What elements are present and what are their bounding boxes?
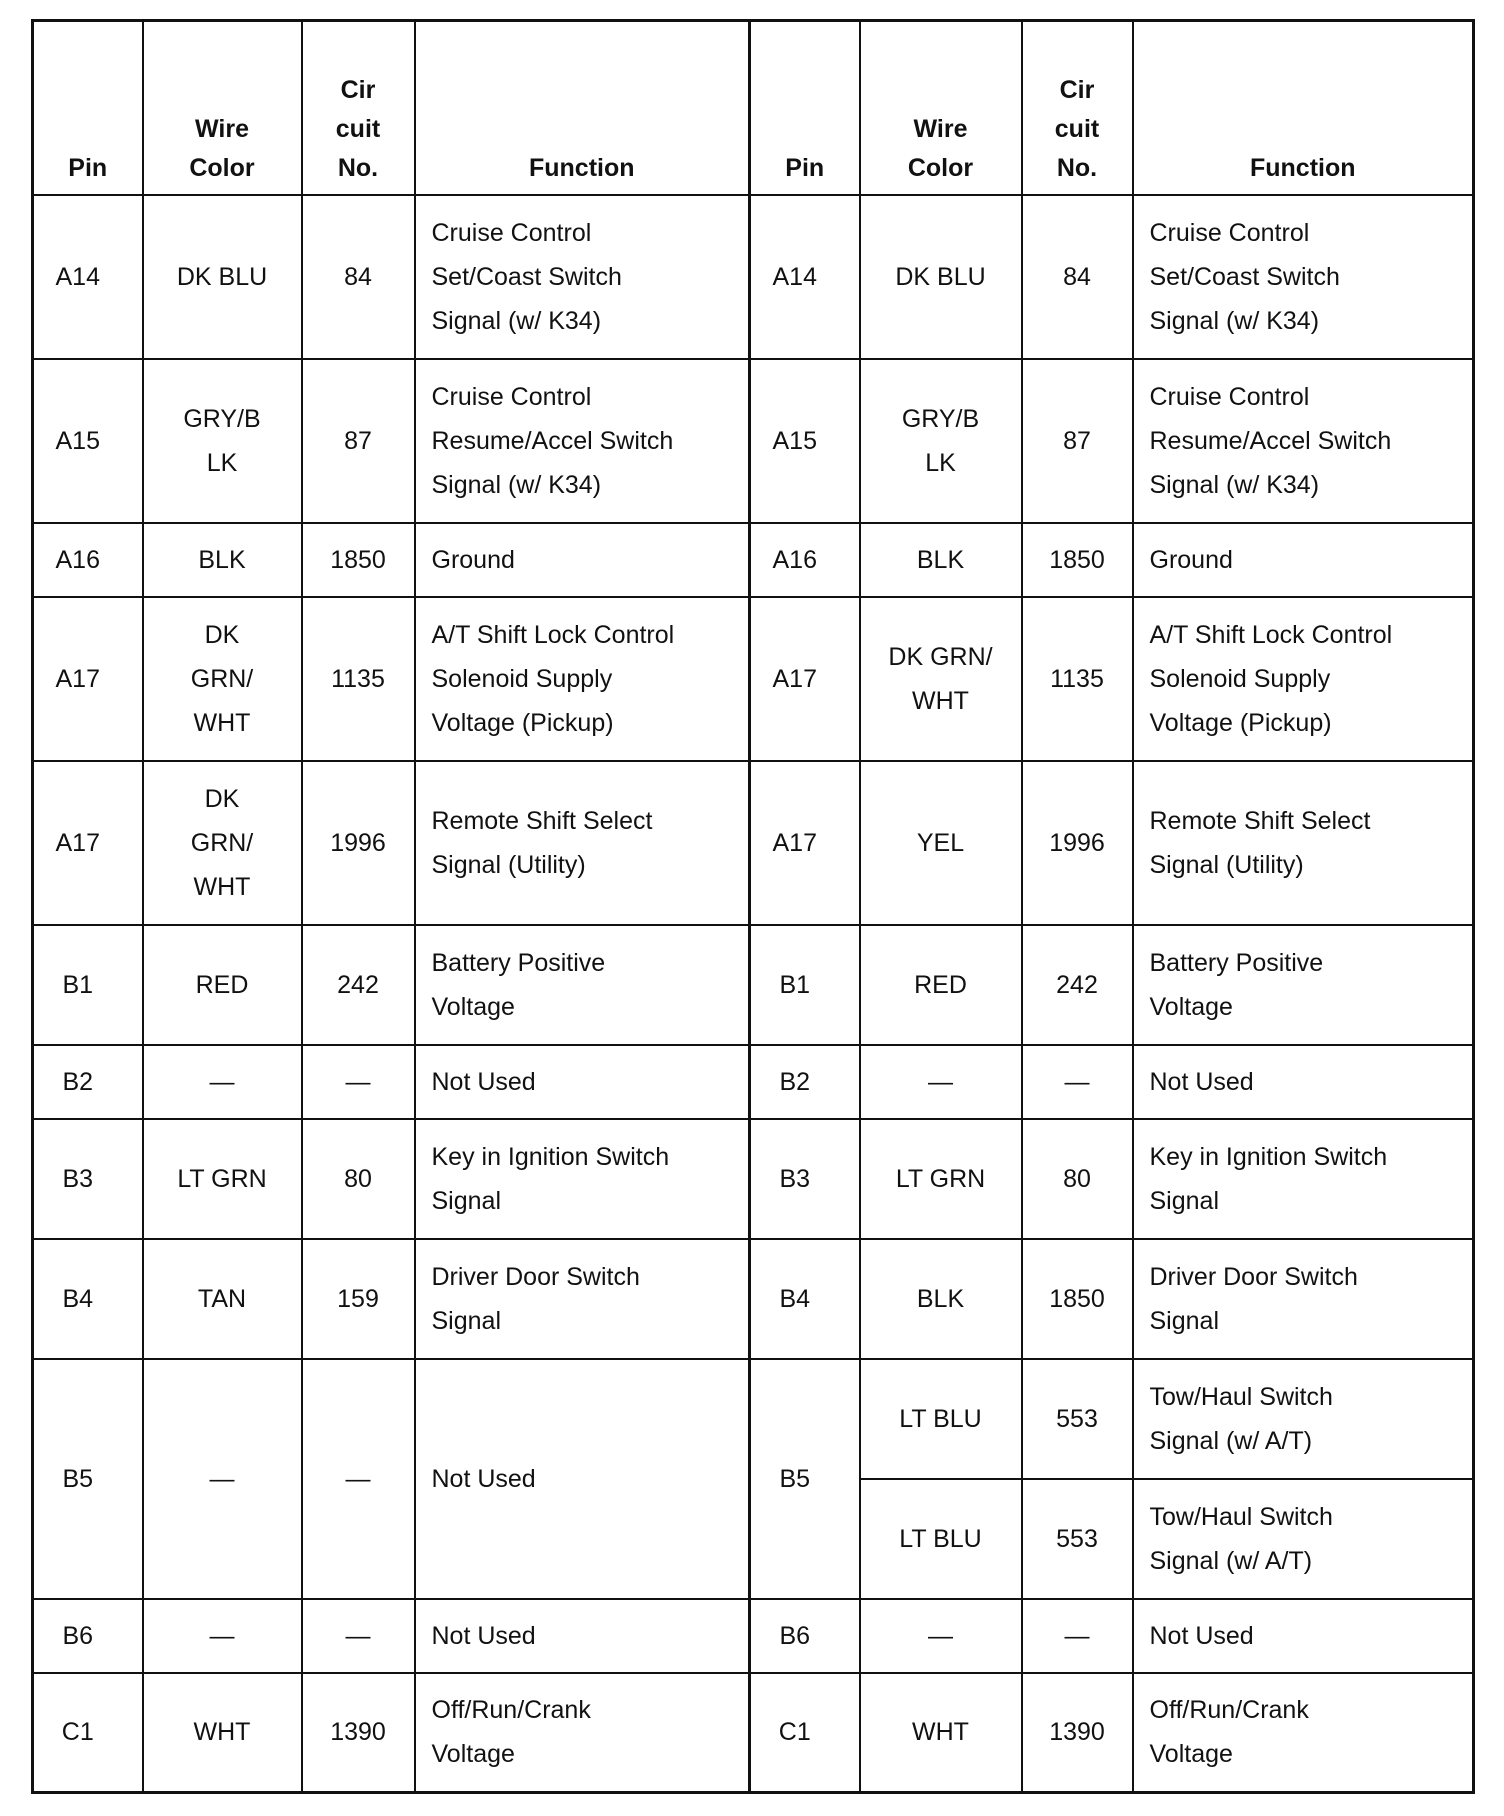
- circuit-no-cell-text: 84: [344, 262, 372, 291]
- circuit-no-cell: [302, 1045, 415, 1119]
- function-cell-text: Key in Ignition Switch Signal: [431, 1142, 670, 1215]
- header-pin: Pin: [33, 21, 143, 195]
- function-cell-text: Key in Ignition Switch Signal: [1149, 1142, 1388, 1215]
- function-cell: [1133, 195, 1474, 359]
- pin-cell-text: B6: [779, 1621, 811, 1650]
- function-cell-text: Remote Shift Select Signal (Utility): [1149, 806, 1371, 879]
- circuit-no-cell-text: 1996: [1049, 828, 1105, 857]
- function-cell: [1133, 1599, 1474, 1673]
- function-cell-text: Tow/Haul Switch Signal (w/ A/T): [1149, 1502, 1333, 1575]
- table-row: [33, 1119, 1474, 1239]
- function-cell: [415, 523, 750, 597]
- pin-cell-text: A17: [772, 828, 817, 857]
- table-row: [33, 1359, 1474, 1479]
- pin-cell-text: B5: [62, 1464, 94, 1493]
- wire-color-cell-text: BLK: [916, 545, 965, 574]
- pin-cell: [750, 1673, 860, 1793]
- function-cell: [1133, 597, 1474, 761]
- wire-color-cell-text: DK GRN/ WHT: [190, 784, 254, 901]
- wire-color-cell-text: —: [209, 1067, 235, 1096]
- function-cell-text: A/T Shift Lock Control Solenoid Supply Voltage (Pickup): [431, 620, 675, 737]
- circuit-no-cell-text: 1135: [331, 664, 385, 693]
- wire-color-cell-text: WHT: [193, 1718, 251, 1747]
- wire-color-cell-text: YEL: [916, 828, 965, 857]
- wire-color-cell: [860, 597, 1022, 761]
- circuit-no-cell: [1022, 195, 1133, 359]
- function-cell-text: Not Used: [431, 1621, 536, 1650]
- circuit-no-cell: [1022, 1359, 1133, 1479]
- wire-color-cell-text: DK BLU: [895, 262, 986, 291]
- circuit-no-cell: [1022, 1673, 1133, 1793]
- pin-cell: [33, 925, 143, 1045]
- wire-color-cell-text: —: [928, 1067, 953, 1096]
- wire-color-cell-text: RED: [914, 970, 967, 999]
- circuit-no-cell-text: —: [345, 1621, 371, 1650]
- pin-cell-text: A17: [55, 664, 100, 693]
- function-cell-text: Tow/Haul Switch Signal (w/ A/T): [1149, 1382, 1333, 1455]
- pin-cell-text: A15: [55, 426, 100, 455]
- function-cell: [1133, 1239, 1474, 1359]
- circuit-no-cell-text: 1850: [330, 545, 386, 574]
- table-row: [33, 925, 1474, 1045]
- table-row: [33, 1239, 1474, 1359]
- function-cell: [1133, 1479, 1474, 1599]
- header-circuit-no: Cir cuit No.: [302, 21, 415, 195]
- circuit-no-cell-text: 87: [1063, 426, 1091, 455]
- wire-color-cell-text: LT GRN: [177, 1164, 267, 1193]
- circuit-no-cell: [302, 1119, 415, 1239]
- header-function: Function: [415, 21, 750, 195]
- function-cell: [1133, 925, 1474, 1045]
- function-cell-text: A/T Shift Lock Control Solenoid Supply Voltage (Pickup): [1149, 620, 1393, 737]
- circuit-no-cell: [1022, 1599, 1133, 1673]
- circuit-no-cell-text: —: [345, 1067, 371, 1096]
- wire-color-cell-text: —: [209, 1464, 235, 1493]
- pin-cell-text: A16: [55, 545, 100, 574]
- circuit-no-cell: [302, 359, 415, 523]
- wire-color-cell-text: —: [928, 1621, 953, 1650]
- wire-color-cell: [860, 1239, 1022, 1359]
- wire-color-cell-text: DK BLU: [176, 262, 268, 291]
- circuit-no-cell-text: 1850: [1049, 1284, 1105, 1313]
- header-wire-color: Wire Color: [860, 21, 1022, 195]
- circuit-no-cell: [1022, 359, 1133, 523]
- wire-color-cell: [860, 1599, 1022, 1673]
- function-cell-text: Cruise Control Set/Coast Switch Signal (w/ K34): [1149, 218, 1340, 335]
- table-row: [33, 359, 1474, 523]
- circuit-no-cell: [302, 597, 415, 761]
- pin-cell: [33, 1045, 143, 1119]
- circuit-no-cell-text: 80: [344, 1164, 372, 1193]
- pin-cell-text: A14: [55, 262, 100, 291]
- circuit-no-cell: [302, 195, 415, 359]
- function-cell-text: Cruise Control Resume/Accel Switch Signal (w/ K34): [431, 382, 674, 499]
- wire-color-cell-text: DK GRN/ WHT: [888, 642, 993, 715]
- pin-cell-text: B3: [779, 1164, 811, 1193]
- pin-cell-text: A16: [772, 545, 817, 574]
- function-cell-text: Remote Shift Select Signal (Utility): [431, 806, 653, 879]
- function-cell: [415, 1239, 750, 1359]
- wire-color-cell-text: DK GRN/ WHT: [190, 620, 254, 737]
- circuit-no-cell-text: 1135: [1050, 664, 1104, 693]
- wire-color-cell: [860, 359, 1022, 523]
- circuit-no-cell-text: 1996: [330, 828, 386, 857]
- wire-color-cell-text: LT GRN: [895, 1164, 986, 1193]
- wire-color-cell-text: LT BLU: [899, 1524, 982, 1553]
- pin-cell: [33, 1119, 143, 1239]
- function-cell-text: Cruise Control Set/Coast Switch Signal (w/ K34): [431, 218, 622, 335]
- table-row: [33, 195, 1474, 359]
- pin-cell-text: C1: [61, 1718, 94, 1747]
- function-cell: [1133, 359, 1474, 523]
- function-cell: [415, 195, 750, 359]
- circuit-no-cell: [1022, 1045, 1133, 1119]
- wire-color-cell-text: RED: [195, 970, 249, 999]
- circuit-no-cell: [1022, 925, 1133, 1045]
- circuit-no-cell: [302, 1239, 415, 1359]
- wire-color-cell-text: BLK: [916, 1284, 965, 1313]
- wire-color-cell: [143, 1119, 302, 1239]
- pin-cell-text: C1: [778, 1718, 811, 1747]
- wire-color-cell: [143, 523, 302, 597]
- pin-cell: [750, 1239, 860, 1359]
- circuit-no-cell: [302, 1673, 415, 1793]
- function-cell: [415, 925, 750, 1045]
- wire-color-cell: [860, 1673, 1022, 1793]
- circuit-no-cell: [1022, 1239, 1133, 1359]
- circuit-no-cell: [1022, 597, 1133, 761]
- table-row: [33, 1673, 1474, 1793]
- pin-cell: [750, 1119, 860, 1239]
- circuit-no-cell-text: 1390: [1049, 1718, 1105, 1747]
- pin-cell: [33, 1239, 143, 1359]
- table-row: [33, 523, 1474, 597]
- function-cell-text: Driver Door Switch Signal: [1149, 1262, 1358, 1335]
- circuit-no-cell: [302, 761, 415, 925]
- function-cell-text: Off/Run/Crank Voltage: [431, 1696, 591, 1769]
- function-cell-text: Not Used: [1149, 1067, 1254, 1096]
- circuit-no-cell: [302, 925, 415, 1045]
- connector-pinout-table: [31, 19, 1475, 1794]
- pin-cell: [33, 761, 143, 925]
- wire-color-cell: [143, 1239, 302, 1359]
- circuit-no-cell-text: —: [345, 1464, 371, 1493]
- function-cell: [415, 1359, 750, 1599]
- pin-cell: [750, 925, 860, 1045]
- pin-cell: [750, 195, 860, 359]
- function-cell: [415, 1599, 750, 1673]
- circuit-no-cell-text: —: [1064, 1621, 1090, 1650]
- wire-color-cell: [143, 195, 302, 359]
- circuit-no-cell: [1022, 1479, 1133, 1599]
- function-cell-text: Driver Door Switch Signal: [431, 1262, 640, 1335]
- circuit-no-cell-text: 87: [344, 426, 372, 455]
- pin-cell: [750, 523, 860, 597]
- function-cell: [415, 1673, 750, 1793]
- pin-cell: [33, 1599, 143, 1673]
- pin-cell: [750, 1599, 860, 1673]
- pin-cell-text: A15: [772, 426, 817, 455]
- circuit-no-cell: [302, 1359, 415, 1599]
- wire-color-cell: [860, 1045, 1022, 1119]
- pin-cell: [33, 1359, 143, 1599]
- pin-cell-text: A14: [772, 262, 817, 291]
- function-cell: [415, 761, 750, 925]
- pin-cell: [750, 1359, 860, 1599]
- pin-cell: [33, 195, 143, 359]
- wire-color-cell: [143, 925, 302, 1045]
- wire-color-cell: [860, 1359, 1022, 1479]
- function-cell: [1133, 1359, 1474, 1479]
- circuit-no-cell-text: 242: [337, 970, 379, 999]
- header-circuit-no: Cir cuit No.: [1022, 21, 1133, 195]
- circuit-no-cell: [302, 523, 415, 597]
- pin-cell-text: B5: [779, 1464, 811, 1493]
- wire-color-cell: [143, 597, 302, 761]
- wire-color-cell: [143, 1045, 302, 1119]
- wire-color-cell: [860, 1479, 1022, 1599]
- circuit-no-cell-text: 1850: [1049, 545, 1105, 574]
- pin-cell-text: B1: [62, 970, 94, 999]
- wire-color-cell-text: WHT: [912, 1718, 969, 1747]
- wire-color-cell-text: BLK: [198, 545, 246, 574]
- pin-cell-text: B6: [62, 1621, 94, 1650]
- header-pin: Pin: [750, 21, 860, 195]
- pin-cell-text: B2: [62, 1067, 94, 1096]
- wire-color-cell: [860, 1119, 1022, 1239]
- function-cell: [415, 1045, 750, 1119]
- function-cell: [1133, 523, 1474, 597]
- wire-color-cell-text: TAN: [197, 1284, 247, 1313]
- circuit-no-cell-text: 1390: [330, 1718, 386, 1747]
- table-row: [33, 761, 1474, 925]
- circuit-no-cell-text: 84: [1063, 262, 1091, 291]
- circuit-no-cell-text: 159: [337, 1284, 379, 1313]
- pin-cell: [750, 359, 860, 523]
- wire-color-cell: [143, 1359, 302, 1599]
- circuit-no-cell: [302, 1599, 415, 1673]
- wire-color-cell: [860, 761, 1022, 925]
- wire-color-cell-text: GRY/B LK: [183, 404, 261, 477]
- circuit-no-cell-text: 553: [1056, 1404, 1098, 1433]
- table-row: [33, 1599, 1474, 1673]
- function-cell-text: Battery Positive Voltage: [1149, 948, 1324, 1021]
- function-cell-text: Ground: [1149, 545, 1233, 574]
- circuit-no-cell-text: —: [1064, 1067, 1090, 1096]
- pin-cell: [33, 523, 143, 597]
- pin-cell: [750, 761, 860, 925]
- wire-color-cell: [860, 195, 1022, 359]
- circuit-no-cell-text: 553: [1056, 1524, 1098, 1553]
- pin-cell-text: B4: [779, 1284, 811, 1313]
- function-cell: [1133, 1673, 1474, 1793]
- pin-cell-text: B2: [779, 1067, 811, 1096]
- function-cell: [415, 597, 750, 761]
- pin-cell: [750, 1045, 860, 1119]
- function-cell-text: Not Used: [431, 1464, 536, 1493]
- header-row: [33, 21, 1474, 195]
- table-row: [33, 1045, 1474, 1119]
- function-cell-text: Not Used: [1149, 1621, 1254, 1650]
- pin-cell: [33, 1673, 143, 1793]
- wire-color-cell: [860, 925, 1022, 1045]
- pin-cell-text: B3: [62, 1164, 94, 1193]
- wire-color-cell: [143, 359, 302, 523]
- pin-cell: [750, 597, 860, 761]
- pin-cell: [33, 359, 143, 523]
- function-cell-text: Battery Positive Voltage: [431, 948, 606, 1021]
- circuit-no-cell-text: 242: [1056, 970, 1098, 999]
- function-cell-text: Not Used: [431, 1067, 536, 1096]
- header-function: Function: [1133, 21, 1474, 195]
- wire-color-cell: [860, 523, 1022, 597]
- pin-cell-text: A17: [55, 828, 100, 857]
- function-cell: [415, 359, 750, 523]
- pin-cell: [33, 597, 143, 761]
- wire-color-cell: [143, 1599, 302, 1673]
- function-cell-text: Cruise Control Resume/Accel Switch Signal (w/ K34): [1149, 382, 1392, 499]
- function-cell: [415, 1119, 750, 1239]
- wire-color-cell-text: —: [209, 1621, 235, 1650]
- function-cell-text: Ground: [431, 545, 515, 574]
- pin-cell-text: B1: [779, 970, 811, 999]
- circuit-no-cell: [1022, 523, 1133, 597]
- wire-color-cell: [143, 1673, 302, 1793]
- header-wire-color: Wire Color: [143, 21, 302, 195]
- circuit-no-cell-text: 80: [1063, 1164, 1091, 1193]
- function-cell: [1133, 1045, 1474, 1119]
- pin-cell-text: A17: [772, 664, 817, 693]
- wire-color-cell: [143, 761, 302, 925]
- circuit-no-cell: [1022, 761, 1133, 925]
- function-cell: [1133, 1119, 1474, 1239]
- function-cell-text: Off/Run/Crank Voltage: [1149, 1696, 1309, 1769]
- pin-cell-text: B4: [62, 1284, 94, 1313]
- wire-color-cell-text: GRY/B LK: [901, 404, 980, 477]
- function-cell: [1133, 761, 1474, 925]
- wire-color-cell-text: LT BLU: [899, 1404, 982, 1433]
- circuit-no-cell: [1022, 1119, 1133, 1239]
- table-row: [33, 597, 1474, 761]
